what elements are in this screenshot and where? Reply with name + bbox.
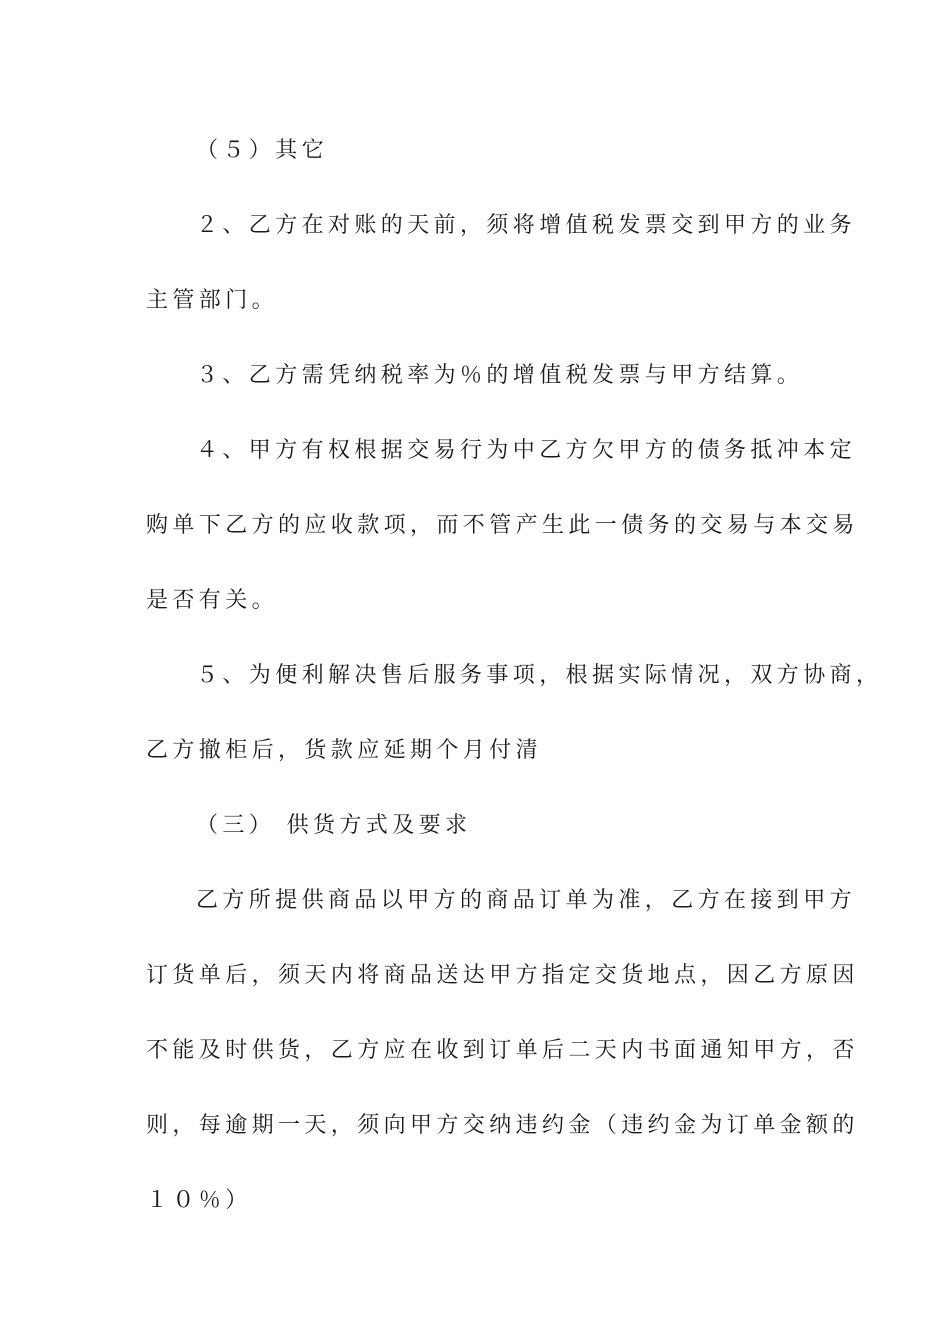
supply-paragraph-line-1: 乙方所提供商品以甲方的商品订单为准，乙方在接到甲方 — [196, 888, 857, 913]
clause-4-line-3: 是否有关。 — [146, 588, 279, 613]
supply-paragraph-line-5: １０％） — [146, 1188, 252, 1213]
clause-4-line-1: ４、甲方有权根据交易行为中乙方欠甲方的债务抵冲本定 — [196, 438, 857, 463]
clause-5-line-1: ５、为便利解决售后服务事项，根据实际情况，双方协商， — [196, 663, 883, 688]
supply-paragraph-line-4: 则，每逾期一天，须向甲方交纳违约金（违约金为订单金额的 — [146, 1113, 859, 1138]
supply-paragraph-line-2: 订货单后，须天内将商品送达甲方指定交货地点，因乙方原因 — [146, 963, 859, 988]
clause-5-line-2: 乙方撤柜后，货款应延期个月付清 — [146, 738, 543, 763]
clause-5-other: （５）其它 — [196, 138, 329, 163]
supply-paragraph-line-3: 不能及时供货，乙方应在收到订单后二天内书面通知甲方，否 — [146, 1038, 859, 1063]
section-heading-supply: （三） 供货方式及要求 — [196, 813, 472, 838]
clause-2-line-1: ２、乙方在对账的天前，须将增值税发票交到甲方的业务 — [196, 213, 857, 238]
clause-4-line-2: 购单下乙方的应收款项，而不管产生此一债务的交易与本交易 — [146, 513, 859, 538]
clause-2-line-2: 主管部门。 — [146, 288, 279, 313]
clause-3: ３、乙方需凭纳税率为％的增值税发票与甲方结算。 — [196, 363, 804, 388]
